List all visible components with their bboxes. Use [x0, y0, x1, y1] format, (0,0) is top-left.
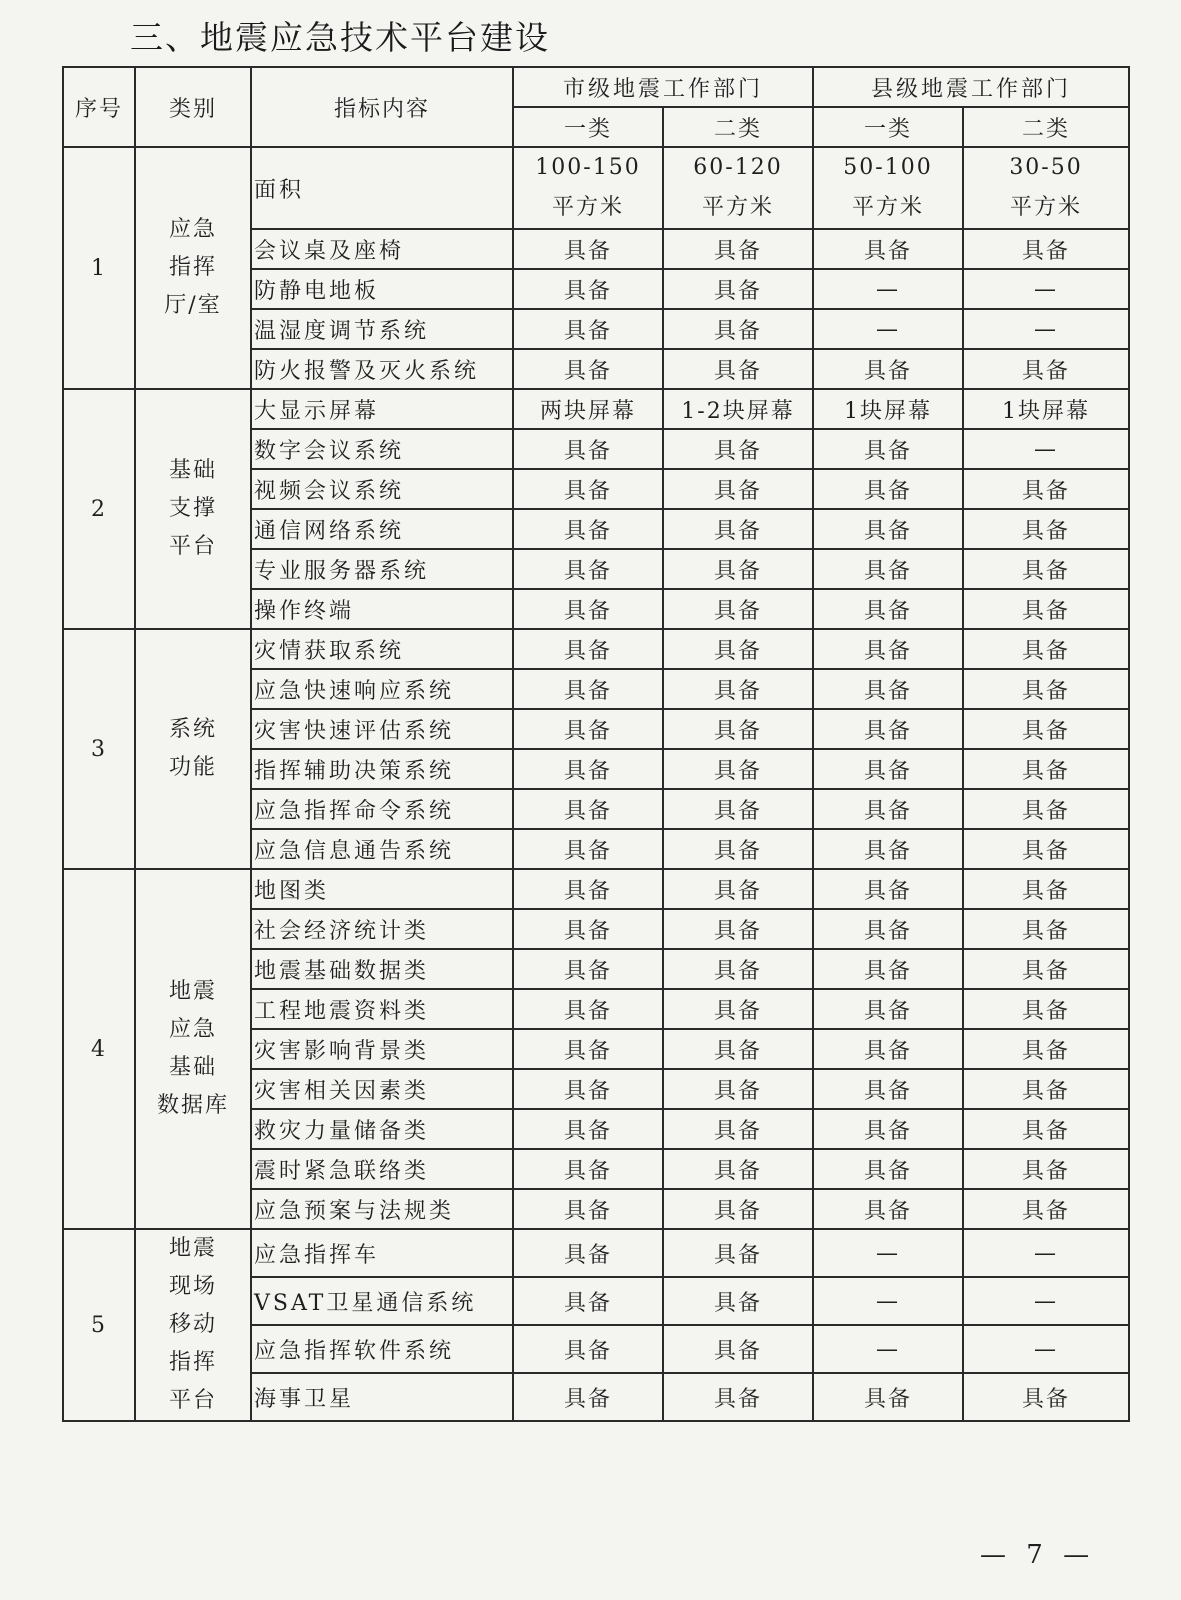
value-cell: 具备: [813, 429, 963, 469]
value-cell: 具备: [513, 309, 663, 349]
value-cell: 具备: [513, 989, 663, 1029]
value-cell: 具备: [663, 349, 813, 389]
value-cell: 具备: [513, 549, 663, 589]
value-cell: 具备: [513, 1189, 663, 1229]
value-cell: 具备: [963, 829, 1129, 869]
value-cell: 具备: [813, 869, 963, 909]
table-row: [63, 629, 1129, 669]
item-label: 应急信息通告系统: [251, 829, 513, 869]
value-cell: 具备: [813, 349, 963, 389]
value-cell: 具备: [513, 349, 663, 389]
value-cell: 具备: [963, 549, 1129, 589]
value-cell: 具备: [663, 509, 813, 549]
value-cell: 具备: [963, 869, 1129, 909]
value-cell: 具备: [813, 829, 963, 869]
item-label: 救灾力量储备类: [251, 1109, 513, 1149]
group-category-label: 系统 功能: [168, 717, 217, 780]
value-cell: 具备: [963, 469, 1129, 509]
value-cell: 60-120 平方米: [663, 147, 813, 229]
value-cell: 具备: [963, 1029, 1129, 1069]
value-cell: 具备: [813, 909, 963, 949]
value-cell: 具备: [663, 869, 813, 909]
value-cell: 具备: [513, 709, 663, 749]
value-cell: 具备: [963, 709, 1129, 749]
value-cell: 具备: [663, 709, 813, 749]
value-cell: 具备: [663, 1373, 813, 1421]
value-cell: 具备: [663, 629, 813, 669]
value-cell: 具备: [963, 1109, 1129, 1149]
value-cell: 具备: [663, 989, 813, 1029]
value-cell: 具备: [663, 549, 813, 589]
value-cell: 具备: [963, 229, 1129, 269]
item-label: 地图类: [251, 869, 513, 909]
value-cell: 具备: [813, 1109, 963, 1149]
value-cell: 100-150 平方米: [513, 147, 663, 229]
item-label: 应急快速响应系统: [251, 669, 513, 709]
value-cell: 具备: [813, 229, 963, 269]
value-cell: 具备: [513, 229, 663, 269]
value-cell: 具备: [513, 429, 663, 469]
value-cell: 具备: [513, 1109, 663, 1149]
value-cell: 具备: [513, 869, 663, 909]
item-label: 应急指挥命令系统: [251, 789, 513, 829]
value-cell: 具备: [513, 269, 663, 309]
value-cell: 具备: [813, 1069, 963, 1109]
group-category: [135, 389, 251, 629]
value-cell: 具备: [813, 1373, 963, 1421]
group-seq: 4: [63, 869, 135, 1229]
header-seq: 序号: [63, 67, 135, 147]
value-cell: —: [813, 269, 963, 309]
table-row: [63, 389, 1129, 429]
header-city-class1: 一类: [513, 107, 663, 147]
header-county-class2: 二类: [963, 107, 1129, 147]
value-cell: 具备: [813, 1029, 963, 1069]
value-cell: 具备: [513, 469, 663, 509]
value-cell: 具备: [663, 949, 813, 989]
value-cell: 具备: [963, 749, 1129, 789]
value-cell: 具备: [513, 589, 663, 629]
value-cell: 具备: [663, 789, 813, 829]
value-cell: 1-2块屏幕: [663, 389, 813, 429]
value-cell: 1块屏幕: [813, 389, 963, 429]
value-cell: 具备: [813, 629, 963, 669]
item-label: 灾害影响背景类: [251, 1029, 513, 1069]
item-label: 数字会议系统: [251, 429, 513, 469]
group-category: [135, 147, 251, 389]
value-cell: 具备: [813, 949, 963, 989]
page-title: 三、地震应急技术平台建设: [130, 18, 550, 57]
value-cell: 具备: [813, 669, 963, 709]
value-cell: 具备: [813, 709, 963, 749]
value-cell: 两块屏幕: [513, 389, 663, 429]
item-label: 通信网络系统: [251, 509, 513, 549]
value-cell: 具备: [963, 1149, 1129, 1189]
table-row: [63, 869, 1129, 909]
item-label: 海事卫星: [251, 1373, 513, 1421]
value-cell: 具备: [663, 1069, 813, 1109]
value-cell: 具备: [663, 229, 813, 269]
value-cell: —: [963, 1325, 1129, 1373]
item-label: 灾害相关因素类: [251, 1069, 513, 1109]
item-label: 面积: [251, 147, 513, 229]
item-label: 灾情获取系统: [251, 629, 513, 669]
group-seq: 5: [63, 1229, 135, 1421]
page-number: — 7 —: [980, 1540, 1096, 1570]
value-cell: 具备: [513, 1069, 663, 1109]
value-cell: —: [963, 1229, 1129, 1277]
header-city-class2: 二类: [663, 107, 813, 147]
value-cell: —: [813, 1325, 963, 1373]
value-cell: 具备: [963, 1069, 1129, 1109]
value-cell: —: [963, 309, 1129, 349]
value-cell: 50-100 平方米: [813, 147, 963, 229]
value-cell: 具备: [513, 509, 663, 549]
value-cell: 具备: [813, 469, 963, 509]
group-category: [135, 1229, 251, 1421]
value-cell: 具备: [963, 669, 1129, 709]
group-category: [135, 869, 251, 1229]
item-label: 地震基础数据类: [251, 949, 513, 989]
header-category: 类别: [135, 67, 251, 147]
value-cell: 具备: [663, 1029, 813, 1069]
item-label: VSAT卫星通信系统: [251, 1277, 513, 1325]
group-seq: 3: [63, 629, 135, 869]
value-cell: —: [963, 269, 1129, 309]
value-cell: 具备: [963, 629, 1129, 669]
group-seq: 1: [63, 147, 135, 389]
value-cell: 具备: [513, 1277, 663, 1325]
table-body: [63, 147, 1129, 1421]
item-label: 应急指挥软件系统: [251, 1325, 513, 1373]
value-cell: 具备: [513, 789, 663, 829]
value-cell: —: [813, 1229, 963, 1277]
group-category-label: 地震 现场 移动 指挥 平台: [168, 1236, 217, 1413]
value-cell: 具备: [813, 509, 963, 549]
item-label: 震时紧急联络类: [251, 1149, 513, 1189]
value-cell: 具备: [513, 949, 663, 989]
value-cell: 具备: [663, 429, 813, 469]
platform-table: [62, 66, 1130, 1422]
item-label: 指挥辅助决策系统: [251, 749, 513, 789]
value-cell: 具备: [813, 749, 963, 789]
value-cell: 具备: [513, 749, 663, 789]
value-cell: 具备: [963, 509, 1129, 549]
value-cell: 具备: [663, 269, 813, 309]
item-label: 应急预案与法规类: [251, 1189, 513, 1229]
item-label: 应急指挥车: [251, 1229, 513, 1277]
item-label: 专业服务器系统: [251, 549, 513, 589]
value-cell: 具备: [813, 1149, 963, 1189]
value-cell: 具备: [513, 1149, 663, 1189]
value-cell: 具备: [513, 1229, 663, 1277]
item-label: 社会经济统计类: [251, 909, 513, 949]
value-cell: 具备: [663, 1109, 813, 1149]
value-cell: —: [813, 1277, 963, 1325]
value-cell: 具备: [663, 589, 813, 629]
value-cell: 具备: [513, 909, 663, 949]
value-cell: —: [813, 309, 963, 349]
item-label: 温湿度调节系统: [251, 309, 513, 349]
value-cell: 具备: [963, 589, 1129, 629]
value-cell: 具备: [663, 749, 813, 789]
value-cell: 具备: [513, 829, 663, 869]
value-cell: 具备: [963, 989, 1129, 1029]
item-label: 操作终端: [251, 589, 513, 629]
value-cell: 具备: [513, 669, 663, 709]
item-label: 防火报警及灭火系统: [251, 349, 513, 389]
group-seq: 2: [63, 389, 135, 629]
group-category: [135, 629, 251, 869]
item-label: 视频会议系统: [251, 469, 513, 509]
value-cell: 具备: [963, 1189, 1129, 1229]
value-cell: 1块屏幕: [963, 389, 1129, 429]
value-cell: 具备: [813, 789, 963, 829]
item-label: 会议桌及座椅: [251, 229, 513, 269]
value-cell: 具备: [513, 1325, 663, 1373]
item-label: 防静电地板: [251, 269, 513, 309]
value-cell: 30-50 平方米: [963, 147, 1129, 229]
item-label: 大显示屏幕: [251, 389, 513, 429]
value-cell: —: [963, 1277, 1129, 1325]
item-label: 工程地震资料类: [251, 989, 513, 1029]
value-cell: 具备: [513, 629, 663, 669]
value-cell: 具备: [663, 309, 813, 349]
header-item: 指标内容: [251, 67, 513, 147]
value-cell: 具备: [663, 1149, 813, 1189]
value-cell: 具备: [663, 1189, 813, 1229]
value-cell: 具备: [663, 1325, 813, 1373]
group-category-label: 应急 指挥 厅/室: [164, 217, 222, 318]
value-cell: 具备: [813, 989, 963, 1029]
group-category-label: 基础 支撑 平台: [168, 458, 217, 559]
value-cell: 具备: [663, 1277, 813, 1325]
header-row-1: [63, 67, 1129, 107]
value-cell: 具备: [963, 909, 1129, 949]
header-city: 市级地震工作部门: [513, 67, 813, 107]
value-cell: 具备: [963, 1373, 1129, 1421]
value-cell: 具备: [963, 949, 1129, 989]
value-cell: 具备: [963, 349, 1129, 389]
header-county: 县级地震工作部门: [813, 67, 1129, 107]
item-label: 灾害快速评估系统: [251, 709, 513, 749]
value-cell: 具备: [813, 589, 963, 629]
value-cell: 具备: [663, 829, 813, 869]
value-cell: 具备: [663, 469, 813, 509]
value-cell: 具备: [663, 669, 813, 709]
table-row: [63, 147, 1129, 229]
header-county-class1: 一类: [813, 107, 963, 147]
value-cell: 具备: [813, 549, 963, 589]
value-cell: 具备: [513, 1373, 663, 1421]
table-row: [63, 1229, 1129, 1277]
value-cell: 具备: [663, 909, 813, 949]
value-cell: —: [963, 429, 1129, 469]
value-cell: 具备: [813, 1189, 963, 1229]
group-category-label: 地震 应急 基础 数据库: [156, 979, 229, 1118]
value-cell: 具备: [963, 789, 1129, 829]
value-cell: 具备: [513, 1029, 663, 1069]
value-cell: 具备: [663, 1229, 813, 1277]
